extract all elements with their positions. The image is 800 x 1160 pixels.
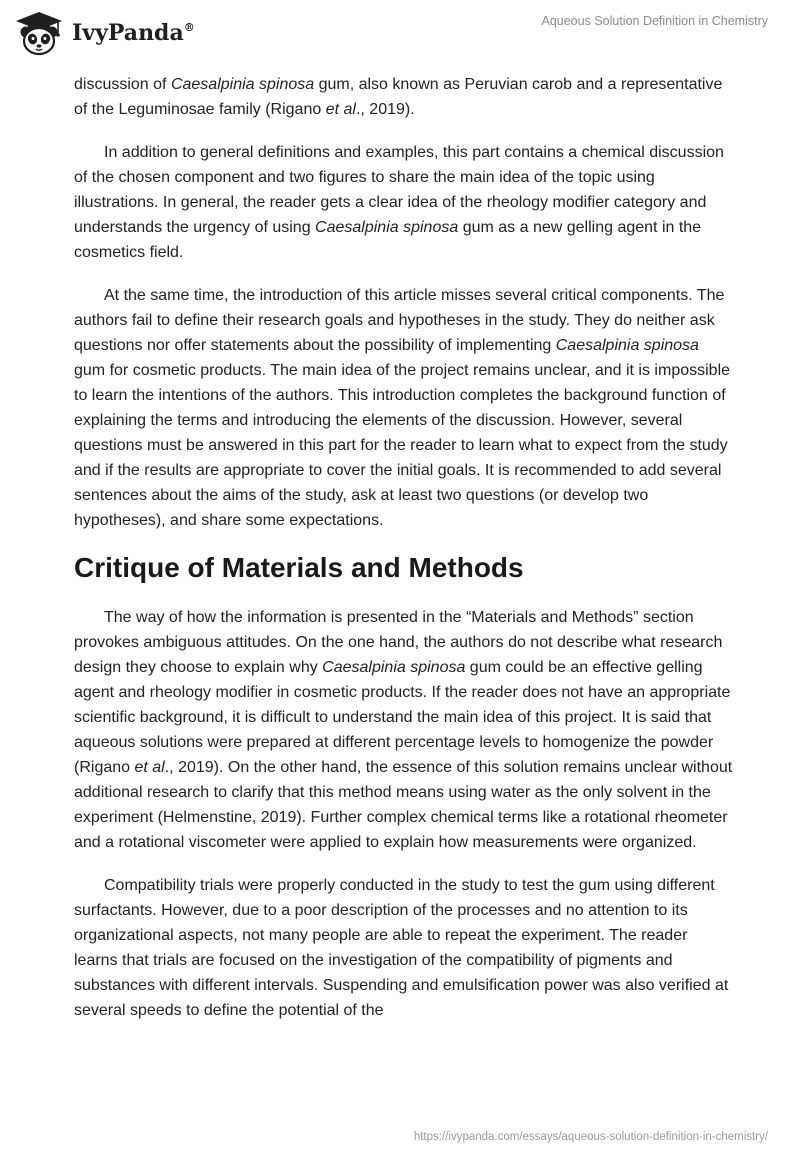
paragraph-3: At the same time, the introduction of this article misses several critical components. The authors fail to define their research goals and hypotheses in the study. They do neither ask questions nor offer statements about the possibility of implementing Caesalpinia spinosa gum for cosmetic products. The main idea of the project remains unclear, and it is impossible to learn the intentions of the authors. This introduction completes the background function of explaining the terms and introducing the elements of the discussion. However, several questions must be answered in this part for the reader to learn what to expect from the study and if the results are appropriate to cover the initial goals. It is recommended to add several sentences about the aims of the study, ask at least two questions (or develop two hypotheses), and share some expectations. bbox=[74, 287, 731, 529]
page-header bbox=[0, 0, 800, 64]
essay-body bbox=[74, 72, 734, 1041]
paragraph-1: discussion of Caesalpinia spinosa gum, also known as Peruvian carob and a representative of the Leguminosae family (Rigano et al., 2019). bbox=[74, 76, 723, 118]
paragraph-4: The way of how the information is presented in the “Materials and Methods” section provokes ambiguous attitudes. On the one hand, the authors do not describe what research design they choose to explain why Caesalpinia spinosa gum could be an effective gelling agent and rheology modifier in cosmetic products. If the reader does not have an appropriate scientific background, it is difficult to understand the main idea of this project. It is said that aqueous solutions were prepared at different percentage levels to homogenize the powder (Rigano et al., 2019). On the other hand, the essence of this solution remains unclear without additional research to clarify that this method means using water as the only solvent in the experiment (Helmenstine, 2019). Further complex chemical terms like a rotational rheometer and a rotational viscometer were applied to explain how measurements were organized. bbox=[74, 609, 733, 851]
section-heading: Critique of Materials and Methods bbox=[74, 552, 524, 583]
paragraph-5: Compatibility trials were properly conducted in the study to test the gum using different surfactants. However, due to a poor description of the processes and no attention to its organizational aspects, not many people are able to repeat the experiment. The reader learns that trials are focused on the investigation of the compatibility of pigments and substances with different intervals. Suspending and emulsification power was also verified at several speeds to define the potential of the bbox=[74, 877, 729, 1019]
paragraph-2: In addition to general definitions and examples, this part contains a chemical discussion of the chosen component and two figures to share the main idea of the topic using illustrations. In general, the reader gets a clear idea of the rheology modifier category and understands the urgency of using Caesalpinia spinosa gum as a new gelling agent in the cosmetics field. bbox=[74, 144, 724, 261]
source-url[interactable]: https://ivypanda.com/essays/aqueous-solution-definition-in-chemistry/ bbox=[413, 1131, 768, 1143]
document-title: Aqueous Solution Definition in Chemistry bbox=[541, 14, 768, 28]
ivypanda-logo[interactable] bbox=[14, 8, 214, 58]
logo-wordmark: IvyPanda® bbox=[72, 20, 195, 46]
panda-graduate-icon bbox=[14, 10, 64, 56]
